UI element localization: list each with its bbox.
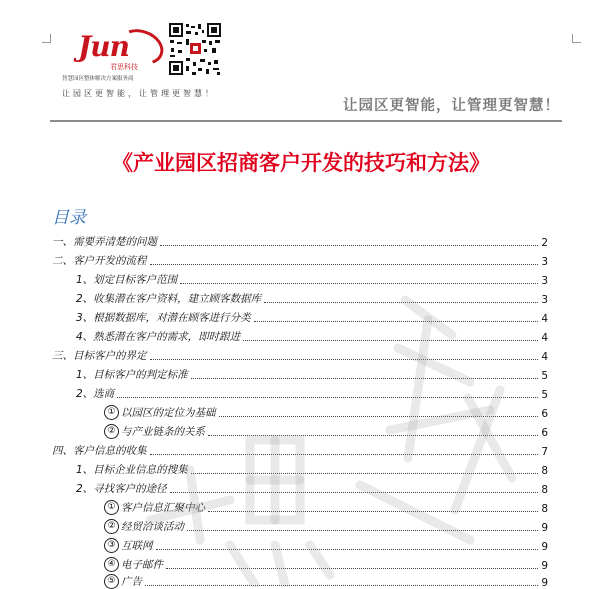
toc-entry-page: 4 [541,351,548,363]
toc-entry[interactable] [104,499,548,515]
toc-entry-page: 8 [541,465,548,477]
toc-leader [145,584,538,586]
toc-leader [264,301,538,303]
toc-entry-text: 经贸洽谈活动 [121,521,184,533]
header-divider [50,120,562,122]
circled-number-marker: ② [104,424,119,439]
toc-entry-text: 以园区的定位为基础 [121,407,216,419]
header-slogan-right: 让园区更智能，让管理更智慧！ [343,97,560,114]
toc-entry-page: 5 [541,389,548,401]
toc-leader [191,377,538,379]
toc-entry-page: 6 [541,427,548,439]
toc-entry-text: 客户信息汇聚中心 [121,502,205,514]
circled-number-marker: ③ [104,538,119,553]
toc-leader [117,396,538,398]
toc-entry[interactable] [52,347,548,363]
toc-entry-page: 4 [541,313,548,325]
toc-entry-text: 1、目标企业信息的搜集 [76,464,188,476]
circled-number-marker: ④ [104,557,119,572]
toc-entry[interactable] [76,309,548,325]
toc-entry-text: 4、熟悉潜在客户的需求，即时跟进 [76,331,241,343]
toc-entry-page: 4 [541,332,548,344]
toc-entry[interactable] [76,480,548,496]
toc-leader [150,263,539,265]
toc-entry[interactable] [104,404,548,420]
toc-leader [150,358,539,360]
toc-entry-text: 2、选商 [76,388,115,400]
toc-entry[interactable] [104,423,548,439]
circled-number-marker: ① [104,405,119,420]
toc-entry[interactable] [76,461,548,477]
company-logo [76,24,166,74]
document-title: 《产业园区招商客户开发的技巧和方法》 [112,150,490,175]
toc-entry-text: 一、需要弄清楚的问题 [52,236,157,248]
toc-entry-page: 3 [541,256,548,268]
toc-entry-text: 3、根据数据库，对潜在顾客进行分类 [76,312,251,324]
toc-entry[interactable] [76,328,548,344]
toc-leader [208,510,538,512]
toc-entry-page: 6 [541,408,548,420]
qr-code-icon [168,22,222,76]
toc-entry-page: 9 [541,577,548,589]
toc-entry-page: 3 [541,275,548,287]
toc-entry-page: 7 [541,446,548,458]
toc-entry-text: 1、目标客户的判定标准 [76,369,188,381]
toc-leader [219,415,539,417]
toc-entry-page: 8 [541,484,548,496]
toc-entry-page: 2 [541,237,548,249]
toc-leader [243,339,538,341]
toc-entry-page: 9 [541,522,548,534]
circled-number-marker: ① [104,500,119,515]
toc-entry[interactable] [52,442,548,458]
toc-entry[interactable] [104,556,548,572]
header-slogan-left: 让园区更智能，让管理更智慧！ [62,89,216,98]
toc-entry-text: 二、客户开发的流程 [52,255,147,267]
toc-entry[interactable] [52,233,548,249]
toc-entry-text: 三、目标客户的界定 [52,350,147,362]
toc-leader [191,472,538,474]
toc-entry-page: 9 [541,541,548,553]
toc-entry-text: 广告 [121,576,142,588]
toc-entry[interactable] [76,385,548,401]
toc-entry[interactable] [104,537,548,553]
toc-entry-text: 电子邮件 [121,559,163,571]
toc-leader [208,434,538,436]
toc-entry-page: 5 [541,370,548,382]
toc-entry-text: 2、寻找客户的途径 [76,483,167,495]
toc-entry[interactable] [52,252,548,268]
toc-entry[interactable] [76,290,548,306]
page-header [0,0,602,124]
toc-entry-page: 8 [541,503,548,515]
toc-entry-text: 1、划定目标客户范围 [76,274,178,286]
toc-entry[interactable] [76,271,548,287]
toc-entry-text: 四、客户信息的收集 [52,445,147,457]
circled-number-marker: ⑤ [104,574,119,589]
toc-leader [187,529,538,531]
toc-leader [160,244,538,246]
logo-text: Jun [78,30,129,63]
logo-subtext: 君思科技 [110,63,138,71]
toc-leader [170,491,538,493]
toc-leader [150,453,539,455]
circled-number-marker: ② [104,519,119,534]
toc-leader [166,567,538,569]
toc-entry-page: 3 [541,294,548,306]
toc-heading: 目录 [52,208,86,228]
toc-leader [254,320,538,322]
toc-entry-text: 2、收集潜在客户资料，建立顾客数据库 [76,293,262,305]
header-tagline: 智慧园区整体解决方案服务商 [62,76,134,82]
page-corner-mark [42,34,51,43]
toc-entry-text: 互联网 [121,540,153,552]
toc-entry-page: 9 [541,560,548,572]
toc-entry[interactable] [76,366,548,382]
toc-leader [180,282,538,284]
toc-leader [156,548,539,550]
toc-entry[interactable] [104,518,548,534]
page-corner-mark [572,34,581,43]
toc-entry-text: 与产业链条的关系 [121,426,205,438]
